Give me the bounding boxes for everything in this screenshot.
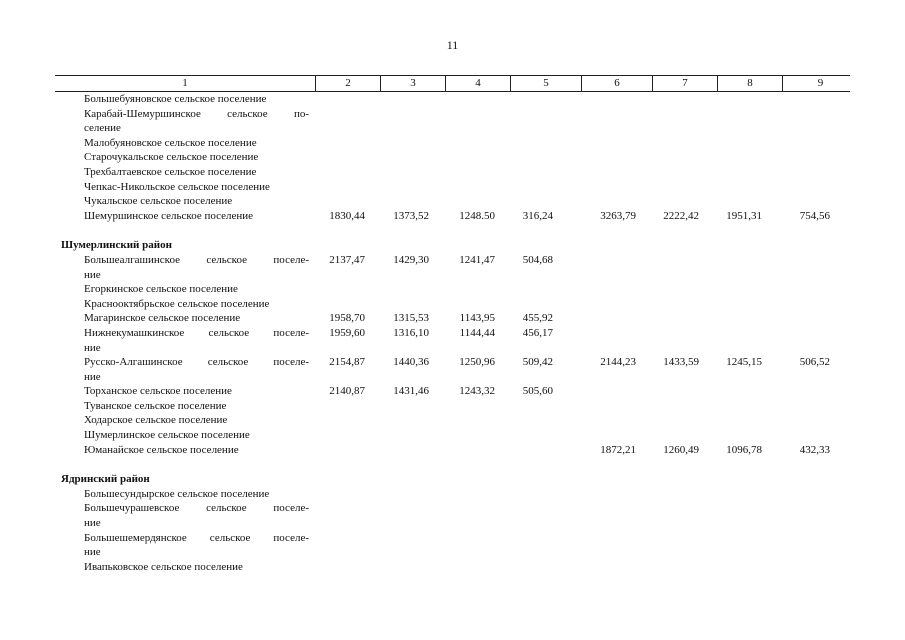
name-line: ние [84, 341, 101, 354]
value-col-2 [315, 428, 379, 443]
table-row [55, 355, 850, 384]
settlement-name [55, 180, 315, 195]
settlement-name [55, 443, 315, 458]
value-col-7 [647, 297, 711, 312]
value-col-2 [315, 136, 379, 151]
table-row [55, 311, 850, 326]
settlement-name [55, 150, 315, 165]
settlement-name [55, 428, 315, 443]
row-spacer [55, 223, 850, 238]
value-col-7 [647, 92, 711, 107]
value-col-3 [379, 92, 443, 107]
value-col-9 [775, 413, 850, 428]
value-col-4 [443, 150, 507, 165]
value-col-6 [577, 150, 647, 165]
value-col-6 [577, 531, 647, 560]
value-col-8 [711, 253, 775, 282]
value-col-8 [711, 384, 775, 399]
value-col-9 [775, 399, 850, 414]
value-col-4 [443, 165, 507, 180]
table-row [55, 531, 850, 560]
value-col-9 [775, 194, 850, 209]
table-row [55, 413, 850, 428]
value-col-5: 505,60 [522, 385, 553, 398]
table-row [55, 180, 850, 195]
value-col-8: 1096,78 [726, 443, 762, 456]
value-col-4: 1241,47 [459, 253, 495, 266]
value-col-6 [577, 560, 647, 575]
value-col-8 [711, 560, 775, 575]
settlement-name [55, 297, 315, 312]
value-col-8 [711, 428, 775, 443]
name-line: ние [84, 268, 101, 281]
value-col-2 [315, 92, 379, 107]
value-col-9 [775, 180, 850, 195]
value-col-5 [507, 107, 577, 136]
value-col-7 [647, 253, 711, 282]
value-col-7 [647, 282, 711, 297]
value-col-6 [577, 311, 647, 326]
value-col-5 [507, 297, 577, 312]
table-row [55, 399, 850, 414]
value-col-8 [711, 413, 775, 428]
value-col-3 [379, 531, 443, 560]
table-row [55, 282, 850, 297]
value-col-2 [315, 180, 379, 195]
value-col-5 [507, 531, 577, 560]
value-col-9 [775, 297, 850, 312]
name-line: Чукальское сельское поселение [84, 195, 233, 208]
value-col-3 [379, 282, 443, 297]
header-col-9: 9 [782, 76, 858, 91]
value-col-3 [379, 150, 443, 165]
header-col-7: 7 [652, 76, 717, 91]
value-col-5: 455,92 [522, 312, 553, 325]
value-col-5 [507, 150, 577, 165]
table-row [55, 560, 850, 575]
settlement-name [55, 311, 315, 326]
settlement-name [55, 399, 315, 414]
value-col-8 [711, 150, 775, 165]
settlement-name [55, 209, 315, 224]
name-line: Большешемердянское сельское поселе- [84, 531, 309, 544]
value-col-5: 456,17 [522, 326, 553, 339]
settlement-name [55, 355, 315, 384]
value-col-4 [443, 428, 507, 443]
row-spacer [55, 457, 850, 472]
value-col-7: 2222,42 [663, 209, 699, 222]
value-col-6 [577, 180, 647, 195]
value-col-2: 2137,47 [329, 253, 365, 266]
value-col-2 [315, 282, 379, 297]
table-row [55, 92, 850, 107]
value-col-9 [775, 253, 850, 282]
value-col-3 [379, 487, 443, 502]
settlement-name [55, 413, 315, 428]
value-col-7 [647, 428, 711, 443]
value-col-8 [711, 165, 775, 180]
name-line: Большечурашевское сельское поселе- [84, 502, 309, 515]
value-col-5 [507, 487, 577, 502]
settlement-name [55, 136, 315, 151]
value-col-6 [577, 282, 647, 297]
value-col-3: 1316,10 [393, 326, 429, 339]
settlement-name [55, 531, 315, 560]
name-line: Старочукальское сельское поселение [84, 151, 259, 164]
header-col-5: 5 [510, 76, 581, 91]
value-col-3 [379, 107, 443, 136]
name-line: Торханское сельское поселение [84, 385, 232, 398]
settlement-name [55, 487, 315, 502]
name-line: Большеалгашинское сельское поселе- [84, 253, 309, 266]
value-col-7 [647, 413, 711, 428]
value-col-9 [775, 531, 850, 560]
value-col-4: 1248.50 [459, 209, 495, 222]
value-col-2 [315, 487, 379, 502]
value-col-8 [711, 399, 775, 414]
value-col-5 [507, 560, 577, 575]
value-col-7 [647, 311, 711, 326]
value-col-6 [577, 326, 647, 355]
value-col-7 [647, 326, 711, 355]
value-col-2: 1958,70 [329, 312, 365, 325]
value-col-7 [647, 150, 711, 165]
value-col-4: 1243,32 [459, 385, 495, 398]
value-col-3: 1431,46 [393, 385, 429, 398]
value-col-8 [711, 92, 775, 107]
value-col-7 [647, 531, 711, 560]
table-row [55, 253, 850, 282]
value-col-4 [443, 501, 507, 530]
value-col-6 [577, 297, 647, 312]
value-col-6 [577, 399, 647, 414]
value-col-8 [711, 311, 775, 326]
header-col-3: 3 [380, 76, 445, 91]
value-col-4 [443, 180, 507, 195]
district-heading-row [55, 472, 850, 487]
value-col-7 [647, 501, 711, 530]
value-col-4 [443, 194, 507, 209]
value-col-8 [711, 297, 775, 312]
value-col-7 [647, 384, 711, 399]
table-row [55, 487, 850, 502]
value-col-9 [775, 326, 850, 355]
table-row [55, 107, 850, 136]
value-col-2: 1959,60 [329, 326, 365, 339]
value-col-6: 2144,23 [600, 356, 636, 369]
value-col-3 [379, 560, 443, 575]
value-col-9: 754,56 [799, 209, 830, 222]
table-row [55, 165, 850, 180]
value-col-2: 2140,87 [329, 385, 365, 398]
value-col-8 [711, 326, 775, 355]
value-col-3 [379, 180, 443, 195]
name-line: Юманайское сельское поселение [84, 443, 239, 456]
table-row [55, 443, 850, 458]
value-col-9: 432,33 [799, 443, 830, 456]
table-row [55, 150, 850, 165]
settlement-name [55, 326, 315, 355]
value-col-2: 1830,44 [329, 209, 365, 222]
table-row [55, 136, 850, 151]
name-line: селение [84, 122, 121, 135]
value-col-7 [647, 136, 711, 151]
value-col-9 [775, 150, 850, 165]
value-col-8 [711, 282, 775, 297]
name-line: Чепкас-Никольское сельское поселение [84, 180, 270, 193]
value-col-4 [443, 282, 507, 297]
value-col-4 [443, 531, 507, 560]
value-col-6 [577, 136, 647, 151]
value-col-7 [647, 180, 711, 195]
value-col-3: 1440,36 [393, 356, 429, 369]
value-col-4: 1250,96 [459, 356, 495, 369]
value-col-7 [647, 487, 711, 502]
value-col-3 [379, 443, 443, 458]
settlement-name [55, 560, 315, 575]
value-col-3 [379, 194, 443, 209]
value-col-9 [775, 92, 850, 107]
value-col-3: 1315,53 [393, 312, 429, 325]
name-line: Магаринское сельское поселение [84, 312, 241, 325]
value-col-2 [315, 194, 379, 209]
district-name [55, 472, 315, 487]
name-line: Русско-Алгашинское сельское поселе- [84, 356, 309, 369]
value-col-9 [775, 311, 850, 326]
value-col-2 [315, 399, 379, 414]
value-col-6 [577, 92, 647, 107]
table-row [55, 501, 850, 530]
table-row [55, 326, 850, 355]
table-row [55, 428, 850, 443]
settlement-name [55, 107, 315, 136]
value-col-2 [315, 413, 379, 428]
settlement-name [55, 253, 315, 282]
value-col-5: 316,24 [522, 209, 553, 222]
value-col-6 [577, 107, 647, 136]
value-col-7 [647, 399, 711, 414]
value-col-9 [775, 282, 850, 297]
settlement-name [55, 165, 315, 180]
value-col-9 [775, 107, 850, 136]
name-line: Большесундырское сельское поселение [84, 487, 270, 500]
value-col-8 [711, 107, 775, 136]
header-col-1: 1 [182, 77, 188, 89]
name-line: Нижнекумашкинское сельское поселе- [84, 326, 309, 339]
value-col-3 [379, 399, 443, 414]
value-col-8: 1951,31 [726, 209, 762, 222]
value-col-4 [443, 136, 507, 151]
value-col-5 [507, 194, 577, 209]
value-col-6 [577, 165, 647, 180]
value-col-2 [315, 501, 379, 530]
value-col-5 [507, 165, 577, 180]
value-col-2 [315, 165, 379, 180]
value-col-3: 1373,52 [393, 209, 429, 222]
header-col-6: 6 [581, 76, 652, 91]
value-col-4 [443, 297, 507, 312]
district-name [55, 238, 315, 253]
value-col-6: 1872,21 [600, 443, 636, 456]
header-col-8: 8 [717, 76, 782, 91]
value-col-5 [507, 399, 577, 414]
value-col-5 [507, 282, 577, 297]
value-col-5 [507, 136, 577, 151]
settlement-name [55, 501, 315, 530]
name-line: Шемуршинское сельское поселение [84, 209, 254, 222]
header-col-2: 2 [315, 76, 380, 91]
value-col-3 [379, 413, 443, 428]
district-heading-row [55, 238, 850, 253]
value-col-5 [507, 413, 577, 428]
value-col-4: 1144,44 [459, 326, 495, 339]
value-col-2 [315, 443, 379, 458]
value-col-6 [577, 253, 647, 282]
value-col-2 [315, 297, 379, 312]
name-line: Ивапьковское сельское поселение [84, 560, 243, 573]
value-col-3 [379, 165, 443, 180]
table-row [55, 384, 850, 399]
value-col-9 [775, 501, 850, 530]
value-col-5 [507, 428, 577, 443]
name-line: Трехбалтаевское сельское поселение [84, 165, 257, 178]
name-line: Егоркинское сельское поселение [84, 283, 238, 296]
value-col-2 [315, 107, 379, 136]
value-col-4 [443, 413, 507, 428]
value-col-6 [577, 487, 647, 502]
value-col-9 [775, 428, 850, 443]
table-row [55, 194, 850, 209]
value-col-4: 1143,95 [459, 312, 495, 325]
data-table [55, 75, 850, 574]
settlement-name [55, 194, 315, 209]
value-col-3 [379, 428, 443, 443]
value-col-7: 1260,49 [663, 443, 699, 456]
settlement-name [55, 282, 315, 297]
value-col-5: 504,68 [522, 253, 553, 266]
value-col-9 [775, 165, 850, 180]
value-col-2 [315, 150, 379, 165]
value-col-5 [507, 92, 577, 107]
name-line: Карабай-Шемуршинское сельское по- [84, 107, 309, 120]
value-col-7 [647, 194, 711, 209]
value-col-6 [577, 194, 647, 209]
value-col-9 [775, 487, 850, 502]
value-col-3 [379, 136, 443, 151]
name-line: Большебуяновское сельское поселение [84, 93, 267, 105]
value-col-2 [315, 531, 379, 560]
value-col-3 [379, 501, 443, 530]
value-col-4 [443, 399, 507, 414]
name-line: Ядринский район [61, 473, 150, 486]
value-col-2 [315, 560, 379, 575]
value-col-3: 1429,30 [393, 253, 429, 266]
value-col-8 [711, 180, 775, 195]
name-line: ние [84, 517, 101, 530]
name-line: Шумерлинское сельское поселение [84, 429, 250, 442]
value-col-4 [443, 107, 507, 136]
value-col-8 [711, 501, 775, 530]
value-col-8 [711, 487, 775, 502]
name-line: ние [84, 546, 101, 559]
value-col-8 [711, 531, 775, 560]
value-col-6 [577, 501, 647, 530]
value-col-6 [577, 413, 647, 428]
table-header [55, 75, 850, 92]
value-col-7: 1433,59 [663, 356, 699, 369]
value-col-8 [711, 136, 775, 151]
value-col-3 [379, 297, 443, 312]
name-line: ние [84, 370, 101, 383]
name-line: Туванское сельское поселение [84, 399, 227, 412]
value-col-4 [443, 443, 507, 458]
name-line: Шумерлинский район [61, 239, 172, 252]
name-line: Краснооктябрьское сельское поселение [84, 297, 270, 310]
settlement-name [55, 384, 315, 399]
value-col-7 [647, 107, 711, 136]
name-line: Ходарское сельское поселение [84, 414, 228, 427]
value-col-7 [647, 165, 711, 180]
value-col-6 [577, 428, 647, 443]
value-col-5: 509,42 [522, 356, 553, 369]
value-col-4 [443, 560, 507, 575]
value-col-6: 3263,79 [600, 209, 636, 222]
table-row [55, 209, 850, 224]
page-number: 11 [446, 38, 459, 52]
settlement-name [55, 92, 315, 107]
value-col-9 [775, 384, 850, 399]
value-col-6 [577, 384, 647, 399]
value-col-9 [775, 136, 850, 151]
value-col-2: 2154,87 [329, 356, 365, 369]
value-col-9: 506,52 [799, 356, 830, 369]
name-line: Малобуяновское сельское поселение [84, 136, 257, 149]
value-col-8 [711, 194, 775, 209]
value-col-5 [507, 180, 577, 195]
value-col-8: 1245,15 [726, 356, 762, 369]
header-col-4: 4 [445, 76, 510, 91]
value-col-9 [775, 560, 850, 575]
value-col-4 [443, 487, 507, 502]
value-col-7 [647, 560, 711, 575]
table-body [55, 92, 850, 574]
value-col-4 [443, 92, 507, 107]
value-col-5 [507, 501, 577, 530]
table-row [55, 297, 850, 312]
value-col-5 [507, 443, 577, 458]
